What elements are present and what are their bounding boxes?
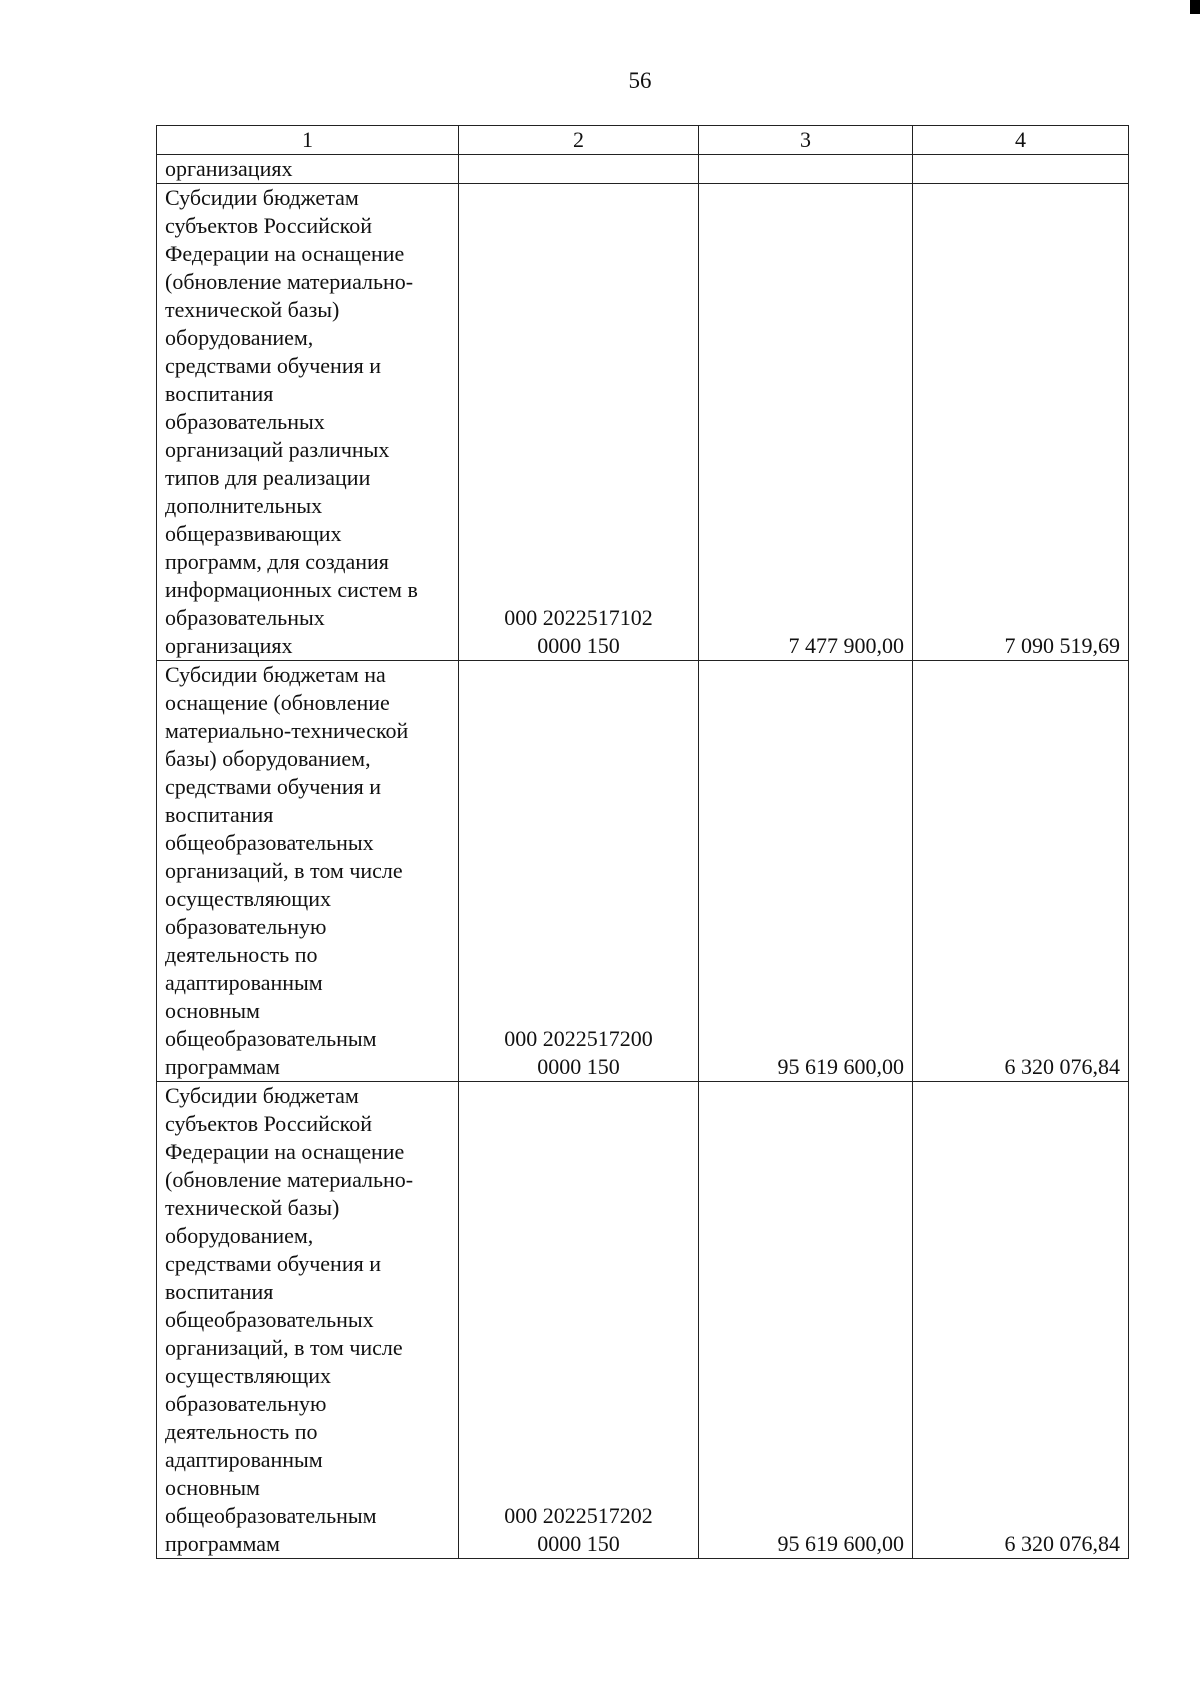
row-code: 000 2022517102 0000 150 <box>459 184 699 661</box>
column-number-2: 2 <box>459 126 699 155</box>
budget-table <box>156 125 1129 1559</box>
table-row <box>157 1082 1129 1559</box>
row-plan-amount <box>699 155 913 184</box>
column-number-1: 1 <box>157 126 459 155</box>
table-row <box>157 155 1129 184</box>
row-code <box>459 155 699 184</box>
row-plan-amount: 95 619 600,00 <box>699 661 913 1082</box>
row-actual-amount: 6 320 076,84 <box>913 661 1129 1082</box>
row-name: организациях <box>157 155 459 184</box>
column-number-3: 3 <box>699 126 913 155</box>
row-name: Субсидии бюджетам на оснащение (обновление материально-технической базы) оборудованием, средствами обучения и воспитания общеобразовательных организаций, в том числе осуществляющих образовательную деятельность по адаптированным основным общеобразовательным программам <box>157 661 459 1082</box>
row-name: Субсидии бюджетам субъектов Российской Федерации на оснащение (обновление материально- технической базы) оборудованием, средствами обучения и воспитания образовательных организаций различных типов для реализации дополнительных общеразвивающих программ, для создания информационных систем в образовательных организациях <box>157 184 459 661</box>
row-actual-amount: 6 320 076,84 <box>913 1082 1129 1559</box>
table-row <box>157 184 1129 661</box>
row-code: 000 2022517200 0000 150 <box>459 661 699 1082</box>
row-name: Субсидии бюджетам субъектов Российской Федерации на оснащение (обновление материально- технической базы) оборудованием, средствами обучения и воспитания общеобразовательных организаций, в том числе осуществляющих образовательную деятельность по адаптированным основным общеобразовательным программам <box>157 1082 459 1559</box>
column-number-4: 4 <box>913 126 1129 155</box>
row-plan-amount: 7 477 900,00 <box>699 184 913 661</box>
row-plan-amount: 95 619 600,00 <box>699 1082 913 1559</box>
table-header-row <box>157 126 1129 155</box>
table-row <box>157 661 1129 1082</box>
scan-corner-mark <box>1190 0 1200 14</box>
page-number: 56 <box>628 68 652 93</box>
row-actual-amount <box>913 155 1129 184</box>
row-code: 000 2022517202 0000 150 <box>459 1082 699 1559</box>
row-actual-amount: 7 090 519,69 <box>913 184 1129 661</box>
